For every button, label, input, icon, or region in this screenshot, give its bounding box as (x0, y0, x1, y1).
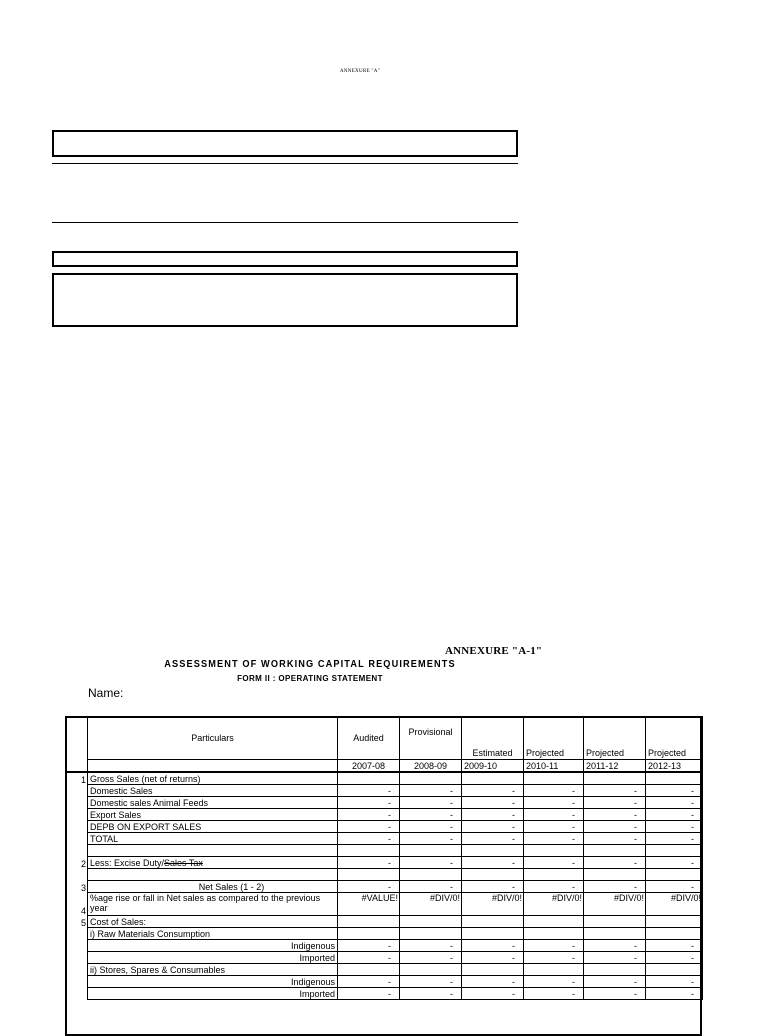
value-cell (462, 928, 524, 940)
value-cell: - (400, 833, 462, 845)
value-cell: #DIV/0! (524, 893, 584, 916)
row-number (66, 988, 88, 1000)
value-cell (524, 869, 584, 881)
row-number (66, 928, 88, 940)
value-cell: #DIV/0! (584, 893, 646, 916)
row-label-struck-text: Sales Tax (164, 858, 203, 868)
table-row (66, 833, 703, 845)
value-cell: - (584, 857, 646, 869)
value-cell: - (338, 881, 400, 893)
value-cell (584, 928, 646, 940)
value-cell (524, 964, 584, 976)
value-cell (646, 869, 703, 881)
row-label-text: Indigenous (290, 977, 335, 987)
value-cell: - (524, 821, 584, 833)
table-row (66, 857, 703, 869)
value-cell: - (524, 988, 584, 1000)
value-cell (338, 845, 400, 857)
col-label-5: Projected (646, 717, 703, 760)
particulars-header: Particulars (88, 717, 338, 760)
table-row (66, 988, 703, 1000)
value-cell: - (584, 785, 646, 797)
row-number (66, 845, 88, 857)
row-number (66, 809, 88, 821)
value-cell: - (524, 952, 584, 964)
value-cell: - (462, 952, 524, 964)
row-label (88, 952, 338, 964)
value-cell (524, 916, 584, 928)
divider-line-1 (52, 163, 518, 164)
col-year-2: 2009-10 (462, 760, 524, 773)
row-label-text: ii) Stores, Spares & Consumables (90, 965, 226, 975)
year-sn-cell (66, 760, 88, 773)
value-cell (646, 845, 703, 857)
value-cell (338, 964, 400, 976)
value-cell: - (584, 833, 646, 845)
year-row (66, 760, 703, 773)
value-cell: - (646, 785, 703, 797)
value-cell: - (646, 988, 703, 1000)
table-row (66, 785, 703, 797)
value-cell (462, 869, 524, 881)
value-cell: - (338, 785, 400, 797)
row-number (66, 976, 88, 988)
value-cell: - (338, 940, 400, 952)
value-cell: - (524, 881, 584, 893)
value-cell (400, 772, 462, 785)
col-year-1: 2008-09 (400, 760, 462, 773)
row-label-text: Imported (299, 989, 335, 999)
row-number: 3 (66, 881, 88, 893)
header-box-1 (52, 130, 518, 157)
row-label (88, 857, 338, 869)
value-cell: - (646, 857, 703, 869)
header-box-2 (52, 251, 518, 267)
row-label (88, 988, 338, 1000)
table-row (66, 952, 703, 964)
value-cell: - (646, 833, 703, 845)
value-cell (338, 772, 400, 785)
value-cell: - (462, 940, 524, 952)
value-cell (462, 916, 524, 928)
row-number (66, 869, 88, 881)
value-cell: - (646, 881, 703, 893)
value-cell (338, 928, 400, 940)
value-cell (400, 869, 462, 881)
row-label-text: Net Sales (1 - 2) (198, 882, 265, 892)
row-label (88, 845, 338, 857)
row-label-text: TOTAL (90, 834, 119, 844)
table-row (66, 916, 703, 928)
value-cell: - (338, 952, 400, 964)
name-label: Name: (88, 686, 124, 700)
value-cell (646, 772, 703, 785)
row-label (88, 916, 338, 928)
value-cell (400, 845, 462, 857)
value-cell: - (462, 797, 524, 809)
value-cell: - (400, 857, 462, 869)
row-label-text: Export Sales (90, 810, 142, 820)
value-cell: - (462, 809, 524, 821)
value-cell (584, 845, 646, 857)
row-label-text: Indigenous (290, 941, 335, 951)
table-row (66, 881, 703, 893)
value-cell: #VALUE! (338, 893, 400, 916)
row-number (66, 821, 88, 833)
value-cell: - (524, 857, 584, 869)
table-row (66, 976, 703, 988)
value-cell: - (338, 797, 400, 809)
value-cell (524, 928, 584, 940)
row-number: 5 (66, 916, 88, 928)
value-cell (584, 916, 646, 928)
row-label (88, 809, 338, 821)
value-cell: - (400, 940, 462, 952)
table-row (66, 821, 703, 833)
value-cell: - (584, 976, 646, 988)
value-cell: - (462, 821, 524, 833)
value-cell: - (524, 976, 584, 988)
row-label (88, 928, 338, 940)
col-year-5: 2012-13 (646, 760, 703, 773)
top-annexure-label: ANNEXURE "A" (339, 69, 381, 74)
col-year-3: 2010-11 (524, 760, 584, 773)
value-cell: - (646, 952, 703, 964)
value-cell: - (524, 797, 584, 809)
value-cell (462, 772, 524, 785)
value-cell: - (462, 988, 524, 1000)
value-cell (400, 916, 462, 928)
row-number (66, 797, 88, 809)
value-cell (524, 772, 584, 785)
table-row (66, 893, 703, 916)
row-label (88, 940, 338, 952)
row-label-text: Less: Excise Duty/ (90, 858, 165, 868)
value-cell (462, 845, 524, 857)
assessment-title: ASSESSMENT OF WORKING CAPITAL REQUIREMENTS (164, 659, 456, 670)
col-year-0: 2007-08 (338, 760, 400, 773)
table-row (66, 869, 703, 881)
value-cell: #DIV/0! (462, 893, 524, 916)
row-label-text: Cost of Sales: (90, 917, 147, 927)
row-number: 1 (66, 772, 88, 785)
value-cell: - (462, 857, 524, 869)
annexure-a1-label: ANNEXURE "A-1" (445, 645, 543, 657)
row-label-text: Domestic Sales (90, 786, 153, 796)
value-cell: - (524, 809, 584, 821)
row-label-text: Gross Sales (net of returns) (90, 774, 201, 784)
row-label-text: Domestic sales Animal Feeds (90, 798, 209, 808)
row-label (88, 772, 338, 785)
value-cell: - (524, 940, 584, 952)
col-label-3: Projected (524, 717, 584, 760)
value-cell: - (584, 797, 646, 809)
row-label (88, 881, 338, 893)
col-label-4: Projected (584, 717, 646, 760)
value-cell (400, 928, 462, 940)
value-cell: - (584, 988, 646, 1000)
value-cell: - (400, 797, 462, 809)
row-number: 2 (66, 857, 88, 869)
row-label (88, 833, 338, 845)
value-cell: - (400, 809, 462, 821)
value-cell: - (338, 821, 400, 833)
row-label-text: i) Raw Materials Consumption (90, 929, 211, 939)
value-cell: - (400, 988, 462, 1000)
value-cell: - (400, 821, 462, 833)
value-cell: - (584, 940, 646, 952)
table-row (66, 964, 703, 976)
value-cell: - (524, 785, 584, 797)
table-row (66, 797, 703, 809)
value-cell: - (400, 952, 462, 964)
value-cell (584, 869, 646, 881)
value-cell: - (338, 857, 400, 869)
row-number (66, 785, 88, 797)
value-cell (646, 916, 703, 928)
row-number (66, 952, 88, 964)
value-cell: - (338, 809, 400, 821)
row-label (88, 964, 338, 976)
value-cell: - (338, 988, 400, 1000)
row-label (88, 893, 338, 916)
value-cell: - (462, 881, 524, 893)
value-cell: - (646, 976, 703, 988)
year-label-cell (88, 760, 338, 773)
row-label-text: Imported (299, 953, 335, 963)
value-cell (462, 964, 524, 976)
col-year-4: 2011-12 (584, 760, 646, 773)
operating-statement-table (65, 716, 703, 1000)
table-row (66, 809, 703, 821)
table-row (66, 940, 703, 952)
value-cell: - (400, 785, 462, 797)
table-row (66, 928, 703, 940)
row-label (88, 797, 338, 809)
divider-line-2 (52, 222, 518, 223)
col-label-0: Audited (338, 717, 400, 760)
value-cell (524, 845, 584, 857)
row-label-text: DEPB ON EXPORT SALES (90, 822, 202, 832)
value-cell: #DIV/0! (646, 893, 703, 916)
value-cell: - (462, 976, 524, 988)
row-label-text: %age rise or fall in Net sales as compared to the previous year (90, 893, 321, 913)
value-cell: - (462, 833, 524, 845)
value-cell: - (584, 809, 646, 821)
value-cell: - (400, 976, 462, 988)
row-label (88, 869, 338, 881)
header-box-3 (52, 273, 518, 327)
value-cell: - (524, 833, 584, 845)
value-cell: - (584, 821, 646, 833)
value-cell (646, 928, 703, 940)
value-cell: - (584, 881, 646, 893)
value-cell: - (338, 976, 400, 988)
value-cell (646, 964, 703, 976)
row-number (66, 833, 88, 845)
value-cell (584, 964, 646, 976)
value-cell: - (646, 797, 703, 809)
row-label (88, 976, 338, 988)
value-cell (584, 772, 646, 785)
row-number (66, 964, 88, 976)
table-row (66, 772, 703, 785)
row-number: 4 (66, 893, 88, 916)
value-cell (400, 964, 462, 976)
value-cell: - (646, 940, 703, 952)
value-cell (338, 869, 400, 881)
value-cell (338, 916, 400, 928)
form-title: FORM II : OPERATING STATEMENT (237, 674, 383, 683)
value-cell: - (584, 952, 646, 964)
value-cell: - (462, 785, 524, 797)
row-number (66, 940, 88, 952)
value-cell: #DIV/0! (400, 893, 462, 916)
value-cell: - (646, 821, 703, 833)
row-label (88, 785, 338, 797)
table-row (66, 845, 703, 857)
value-cell: - (338, 833, 400, 845)
col-label-1: Provisional (400, 717, 462, 760)
value-cell: - (646, 809, 703, 821)
table-header-row (66, 717, 703, 760)
header-sn-cell (66, 717, 88, 760)
row-label (88, 821, 338, 833)
value-cell: - (400, 881, 462, 893)
col-label-2: Estimated (462, 717, 524, 760)
